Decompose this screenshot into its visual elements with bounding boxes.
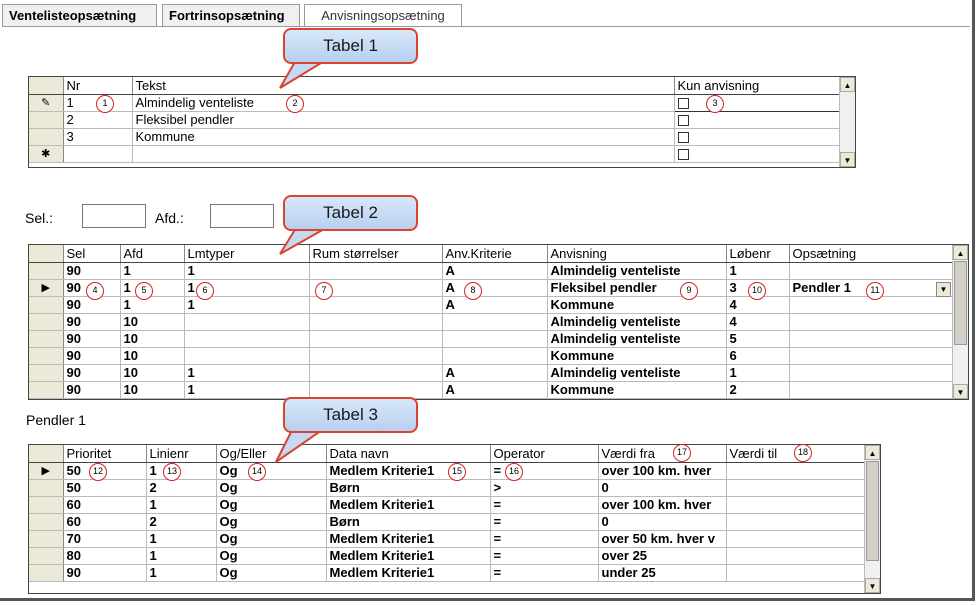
column-header-rum-stoerrelser[interactable]: Rum størrelser [309, 245, 442, 262]
cell-kun-anvisning[interactable] [674, 145, 841, 162]
cell-afd[interactable]: 10 [120, 381, 184, 398]
cell-afd[interactable]: 1 [120, 296, 184, 313]
cell-loebenr[interactable]: 1 [726, 262, 789, 279]
table3-scrollbar[interactable] [864, 445, 880, 593]
cell-vaerdi-til[interactable] [726, 547, 865, 564]
annotation-badge: 16 [505, 463, 523, 481]
row-selector[interactable] [29, 347, 63, 364]
cell-og-eller[interactable]: Og [216, 479, 326, 496]
row-selector[interactable] [29, 381, 63, 398]
row-selector[interactable]: ▶ [29, 462, 63, 479]
cell-vaerdi-fra[interactable]: 0 [598, 513, 726, 530]
opsaetning-dropdown-icon[interactable]: ▼ [936, 282, 951, 297]
afd-input[interactable] [210, 204, 274, 228]
table-row[interactable] [29, 279, 953, 296]
scroll-thumb[interactable] [866, 461, 879, 561]
annotation-badge: 14 [248, 463, 266, 481]
cell-sel[interactable]: 90 [63, 313, 120, 330]
annotation-badge: 3 [706, 95, 724, 113]
scroll-down-icon[interactable]: ▼ [840, 152, 855, 167]
checkbox-kun-anvisning[interactable] [678, 149, 689, 160]
column-header-operator[interactable]: Operator [490, 445, 598, 462]
cell-linienr[interactable]: 1 [146, 496, 216, 513]
table2-scrollbar[interactable] [952, 245, 968, 399]
cell-loebenr[interactable]: 1 [726, 364, 789, 381]
cell-lmtyper[interactable] [184, 313, 309, 330]
row-selector[interactable] [29, 479, 63, 496]
table-row[interactable] [29, 564, 865, 581]
annotation-badge: 8 [464, 282, 482, 300]
cell-vaerdi-til[interactable] [726, 462, 865, 479]
annotation-badge: 11 [866, 282, 884, 300]
cell-vaerdi-til[interactable] [726, 530, 865, 547]
cell-kun-anvisning[interactable] [674, 128, 841, 145]
row-selector[interactable] [29, 530, 63, 547]
cell-anvisning[interactable]: Fleksibel pendler [547, 279, 726, 296]
table2-corner[interactable] [29, 245, 63, 262]
cell-opsaetning[interactable] [789, 381, 953, 398]
cell-anv-kriterie[interactable]: A [442, 364, 547, 381]
table-row[interactable] [29, 347, 953, 364]
table1-header [29, 77, 841, 94]
column-header-vaerdi-fra[interactable]: Værdi fra [598, 445, 726, 462]
cell-vaerdi-fra[interactable]: over 50 km. hver v [598, 530, 726, 547]
cell-nr[interactable]: 3 [63, 128, 132, 145]
row-selector[interactable] [29, 564, 63, 581]
annotation-badge: 7 [315, 282, 333, 300]
cell-sel[interactable]: 90 [63, 381, 120, 398]
table-row[interactable] [29, 262, 953, 279]
cell-tekst[interactable]: Kommune [132, 128, 674, 145]
cell-rum-stoerrelser[interactable] [309, 330, 442, 347]
cell-loebenr[interactable]: 3 [726, 279, 789, 296]
table-row[interactable] [29, 479, 865, 496]
cell-sel[interactable]: 90 [63, 279, 120, 296]
cell-vaerdi-fra[interactable]: 0 [598, 479, 726, 496]
table1-grid [28, 76, 856, 168]
cell-lmtyper[interactable] [184, 330, 309, 347]
cell-anv-kriterie[interactable] [442, 330, 547, 347]
new-row-icon[interactable]: ✱ [29, 145, 63, 162]
checkbox-kun-anvisning[interactable] [678, 115, 689, 126]
annotation-badge: 4 [86, 282, 104, 300]
table-row[interactable] [29, 364, 953, 381]
cell-sel[interactable]: 90 [63, 364, 120, 381]
tab-divider [2, 26, 970, 27]
annotation-badge: 1 [96, 95, 114, 113]
pendler-section-label: Pendler 1 [26, 412, 86, 428]
column-header-sel[interactable]: Sel [63, 245, 120, 262]
cell-opsaetning[interactable] [789, 347, 953, 364]
table1 [29, 77, 842, 163]
scroll-down-icon[interactable]: ▼ [953, 384, 968, 399]
annotation-badge: 12 [89, 463, 107, 481]
table-row[interactable] [29, 296, 953, 313]
column-header-nr[interactable]: Nr [63, 77, 132, 94]
annotation-badge: 18 [794, 444, 812, 462]
cell-afd[interactable]: 1 [120, 262, 184, 279]
cell-loebenr[interactable]: 5 [726, 330, 789, 347]
cell-data-navn[interactable]: Medlem Kriterie1 [326, 496, 490, 513]
cell-linienr[interactable]: 1 [146, 564, 216, 581]
cell-sel[interactable]: 90 [63, 330, 120, 347]
cell-prioritet[interactable]: 60 [63, 513, 146, 530]
cell-linienr[interactable]: 1 [146, 530, 216, 547]
cell-vaerdi-til[interactable] [726, 564, 865, 581]
cell-lmtyper[interactable]: 1 [184, 296, 309, 313]
cell-prioritet[interactable]: 50 [63, 462, 146, 479]
cell-og-eller[interactable]: Og [216, 564, 326, 581]
table-row[interactable] [29, 111, 841, 128]
cell-loebenr[interactable]: 4 [726, 296, 789, 313]
row-selector[interactable] [29, 128, 63, 145]
cell-operator[interactable]: = [490, 564, 598, 581]
cell-prioritet[interactable]: 50 [63, 479, 146, 496]
cell-og-eller[interactable]: Og [216, 547, 326, 564]
cell-operator[interactable]: = [490, 496, 598, 513]
row-selector[interactable] [29, 330, 63, 347]
cell-opsaetning[interactable] [789, 262, 953, 279]
cell-afd[interactable]: 10 [120, 364, 184, 381]
table-row[interactable] [29, 530, 865, 547]
cell-vaerdi-til[interactable] [726, 479, 865, 496]
row-selector[interactable] [29, 111, 63, 128]
cell-lmtyper[interactable]: 1 [184, 381, 309, 398]
cell-anv-kriterie[interactable] [442, 347, 547, 364]
cell-rum-stoerrelser[interactable] [309, 296, 442, 313]
cell-sel[interactable]: 90 [63, 296, 120, 313]
annotation-badge: 13 [163, 463, 181, 481]
row-selector[interactable] [29, 313, 63, 330]
cell-og-eller[interactable]: Og [216, 496, 326, 513]
cell-og-eller[interactable]: Og [216, 462, 326, 479]
cell-prioritet[interactable]: 70 [63, 530, 146, 547]
cell-loebenr[interactable]: 4 [726, 313, 789, 330]
cell-vaerdi-fra[interactable]: over 100 km. hver [598, 496, 726, 513]
cell-afd[interactable]: 10 [120, 313, 184, 330]
cell-rum-stoerrelser[interactable] [309, 364, 442, 381]
column-header-tekst[interactable]: Tekst [132, 77, 674, 94]
cell-data-navn[interactable]: Børn [326, 479, 490, 496]
scroll-up-icon[interactable]: ▲ [840, 77, 855, 92]
annotation-badge: 5 [135, 282, 153, 300]
cell-opsaetning[interactable]: Pendler 1 [789, 279, 953, 296]
cell-prioritet[interactable]: 80 [63, 547, 146, 564]
cell-data-navn[interactable]: Medlem Kriterie1 [326, 530, 490, 547]
row-selector[interactable] [29, 364, 63, 381]
cell-anv-kriterie[interactable]: A [442, 279, 547, 296]
table3-corner[interactable] [29, 445, 63, 462]
column-header-lmtyper[interactable]: Lmtyper [184, 245, 309, 262]
scroll-down-icon[interactable]: ▼ [865, 578, 880, 593]
cell-data-navn[interactable]: Medlem Kriterie1 [326, 547, 490, 564]
cell-kun-anvisning[interactable] [674, 111, 841, 128]
cell-operator[interactable]: = [490, 462, 598, 479]
annotation-badge: 6 [196, 282, 214, 300]
cell-nr[interactable]: 1 [63, 94, 132, 111]
cell-vaerdi-til[interactable] [726, 496, 865, 513]
table1-scrollbar[interactable] [839, 77, 855, 167]
column-header-kun-anvisning[interactable]: Kun anvisning [674, 77, 841, 94]
cell-nr[interactable]: 2 [63, 111, 132, 128]
cell-rum-stoerrelser[interactable] [309, 381, 442, 398]
column-header-opsaetning[interactable]: Opsætning [789, 245, 953, 262]
cell-operator[interactable]: = [490, 547, 598, 564]
callout-tail-1 [276, 60, 336, 90]
cell-rum-stoerrelser[interactable] [309, 262, 442, 279]
cell-prioritet[interactable]: 60 [63, 496, 146, 513]
annotation-badge: 9 [680, 282, 698, 300]
cell-anvisning[interactable]: Almindelig venteliste [547, 313, 726, 330]
cell-rum-stoerrelser[interactable] [309, 347, 442, 364]
annotation-badge: 10 [748, 282, 766, 300]
cell-afd[interactable]: 10 [120, 330, 184, 347]
cell-linienr[interactable]: 2 [146, 513, 216, 530]
table-row[interactable] [29, 513, 865, 530]
row-selector[interactable]: ▶ [29, 279, 63, 296]
callout-tail-3 [272, 430, 332, 464]
table3-body [29, 462, 865, 581]
cell-og-eller[interactable]: Og [216, 513, 326, 530]
cell-tekst[interactable]: Almindelig venteliste [132, 94, 674, 111]
cell-anv-kriterie[interactable] [442, 313, 547, 330]
table3-header [29, 445, 865, 462]
cell-data-navn[interactable]: Medlem Kriterie1 [326, 564, 490, 581]
table-row[interactable] [29, 381, 953, 398]
table-row[interactable] [29, 128, 841, 145]
cell-anvisning[interactable]: Kommune [547, 347, 726, 364]
cell-afd[interactable]: 1 [120, 279, 184, 296]
row-selector[interactable] [29, 513, 63, 530]
scroll-up-icon[interactable]: ▲ [953, 245, 968, 260]
table-row[interactable] [29, 313, 953, 330]
cell-afd[interactable]: 10 [120, 347, 184, 364]
cell-opsaetning[interactable] [789, 313, 953, 330]
row-edit-icon[interactable]: ✎ [29, 94, 63, 111]
sel-input[interactable] [82, 204, 146, 228]
table-row-new[interactable] [29, 145, 841, 162]
cell-operator[interactable]: > [490, 479, 598, 496]
callout-tabel-3: Tabel 3 [283, 397, 418, 433]
table2-body [29, 262, 953, 398]
table-row[interactable] [29, 547, 865, 564]
column-header-anv-kriterie[interactable]: Anv.Kriterie [442, 245, 547, 262]
cell-data-navn[interactable]: Medlem Kriterie1 [326, 462, 490, 479]
cell-lmtyper[interactable]: 1 [184, 364, 309, 381]
cell-anvisning[interactable]: Almindelig venteliste [547, 330, 726, 347]
row-selector[interactable] [29, 547, 63, 564]
cell-linienr[interactable]: 1 [146, 547, 216, 564]
row-selector[interactable] [29, 496, 63, 513]
callout-tabel-2: Tabel 2 [283, 195, 418, 231]
checkbox-kun-anvisning[interactable] [678, 132, 689, 143]
cell-loebenr[interactable]: 6 [726, 347, 789, 364]
cell-operator[interactable]: = [490, 513, 598, 530]
cell-anvisning[interactable]: Kommune [547, 296, 726, 313]
sel-label: Sel.: [25, 210, 54, 226]
column-header-og-eller[interactable]: Og/Eller [216, 445, 326, 462]
tab-fortrinsopsaetning[interactable]: Fortrinsopsætning [162, 4, 300, 26]
cell-linienr[interactable]: 2 [146, 479, 216, 496]
column-header-linienr[interactable]: Linienr [146, 445, 216, 462]
table2-grid [28, 244, 969, 400]
cell-sel[interactable]: 90 [63, 262, 120, 279]
cell-anv-kriterie[interactable]: A [442, 381, 547, 398]
table3 [29, 445, 866, 582]
afd-label: Afd.: [155, 210, 184, 226]
annotation-badge: 2 [286, 95, 304, 113]
cell-opsaetning[interactable] [789, 330, 953, 347]
cell-linienr[interactable]: 1 [146, 462, 216, 479]
tab-ventelisteopsaetning[interactable]: Ventelisteopsætning [2, 4, 157, 26]
cell-operator[interactable]: = [490, 530, 598, 547]
cell-anv-kriterie[interactable]: A [442, 262, 547, 279]
cell-sel[interactable]: 90 [63, 347, 120, 364]
checkbox-kun-anvisning[interactable] [678, 98, 689, 109]
column-header-afd[interactable]: Afd [120, 245, 184, 262]
cell-vaerdi-fra[interactable]: under 25 [598, 564, 726, 581]
cell-tekst[interactable]: Fleksibel pendler [132, 111, 674, 128]
callout-tail-2 [276, 228, 336, 258]
cell-kun-anvisning[interactable] [674, 94, 841, 111]
table2 [29, 245, 954, 399]
cell-opsaetning[interactable] [789, 364, 953, 381]
annotation-badge: 15 [448, 463, 466, 481]
cell-lmtyper[interactable]: 1 [184, 262, 309, 279]
cell-prioritet[interactable]: 90 [63, 564, 146, 581]
column-header-data-navn[interactable]: Data navn [326, 445, 490, 462]
cell-og-eller[interactable]: Og [216, 530, 326, 547]
cell-vaerdi-fra[interactable]: over 100 km. hver [598, 462, 726, 479]
cell-lmtyper[interactable]: 1 [184, 279, 309, 296]
cell-data-navn[interactable]: Børn [326, 513, 490, 530]
scroll-thumb[interactable] [954, 261, 967, 345]
cell-loebenr[interactable]: 2 [726, 381, 789, 398]
table2-header [29, 245, 953, 262]
column-header-loebenr[interactable]: Løbenr [726, 245, 789, 262]
row-selector[interactable] [29, 296, 63, 313]
cell-anv-kriterie[interactable]: A [442, 296, 547, 313]
cell-rum-stoerrelser[interactable] [309, 313, 442, 330]
column-header-anvisning[interactable]: Anvisning [547, 245, 726, 262]
cell-nr[interactable] [63, 145, 132, 162]
annotation-badge: 17 [673, 444, 691, 462]
cell-vaerdi-til[interactable] [726, 513, 865, 530]
column-header-vaerdi-til[interactable]: Værdi til [726, 445, 865, 462]
callout-tabel-1: Tabel 1 [283, 28, 418, 64]
row-selector[interactable] [29, 262, 63, 279]
cell-lmtyper[interactable] [184, 347, 309, 364]
table-row[interactable] [29, 330, 953, 347]
table-row[interactable] [29, 462, 865, 479]
cell-vaerdi-fra[interactable]: over 25 [598, 547, 726, 564]
scroll-up-icon[interactable]: ▲ [865, 445, 880, 460]
tab-anvisningsopsaetning[interactable]: Anvisningsopsætning [304, 4, 462, 26]
cell-anvisning[interactable]: Almindelig venteliste [547, 262, 726, 279]
cell-tekst[interactable] [132, 145, 674, 162]
table-row[interactable] [29, 496, 865, 513]
column-header-prioritet[interactable]: Prioritet [63, 445, 146, 462]
table1-corner[interactable] [29, 77, 63, 94]
cell-anvisning[interactable]: Kommune [547, 381, 726, 398]
cell-anvisning[interactable]: Almindelig venteliste [547, 364, 726, 381]
